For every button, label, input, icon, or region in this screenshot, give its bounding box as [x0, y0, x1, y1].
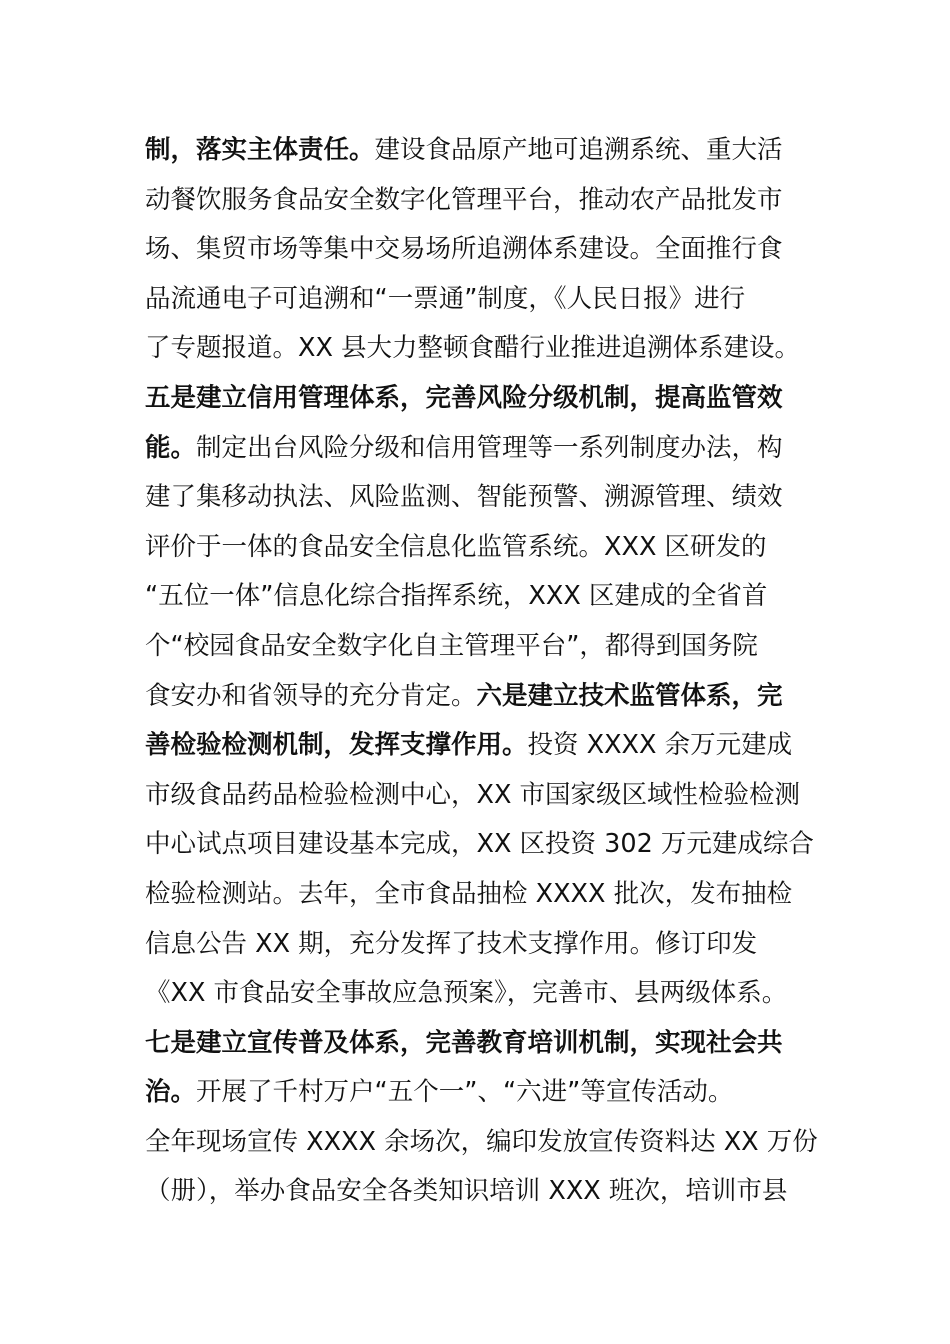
text-line: [145, 275, 825, 325]
text-line: [145, 225, 825, 275]
body-text-segment: 建设食品原产地可追溯系统、重大活: [374, 135, 783, 165]
body-text-segment: 了专题报道。XX 县大力整顿食醋行业推进追溯体系建设。: [145, 333, 801, 364]
text-line: [145, 820, 825, 870]
body-text-segment: 品流通电子可追溯和“一票通”制度，《人民日报》进行: [145, 283, 746, 314]
bold-heading-text: 治。: [145, 1077, 197, 1108]
body-text-segment: 评价于一体的食品安全信息化监管系统。XXX 区研发的: [145, 531, 767, 562]
bold-heading-text: 六是建立技术监管体系，完: [476, 680, 783, 711]
body-text-segment: 建了集移动执法、风险监测、智能预警、溯源管理、绩效: [145, 482, 783, 513]
text-line: [145, 771, 825, 821]
text-line: [145, 1118, 825, 1168]
bold-heading-text: 善检验检测机制，发挥支撑作用。: [145, 730, 528, 761]
body-text-segment: 场、集贸市场等集中交易场所追溯体系建设。全面推行食: [145, 234, 783, 265]
body-text-segment: 检验检测站。去年，全市食品抽检 XXXX 批次，发布抽检: [145, 878, 793, 909]
text-line: [145, 176, 825, 226]
text-line: [145, 1068, 825, 1118]
body-text-segment: 市级食品药品检验检测中心，XX 市国家级区域性检验检测: [145, 779, 801, 810]
body-text-segment: 制定出台风险分级和信用管理等一系列制度办法，构: [196, 432, 783, 463]
bold-heading-text: 制，落实主体责任。: [145, 135, 375, 165]
body-text-segment: 个“校园食品安全数字化自主管理平台”，都得到国务院: [145, 630, 758, 661]
body-text-segment: 开展了千村万户“五个一”、“六进”等宣传活动。: [196, 1077, 734, 1108]
body-text-segment: （册），举办食品安全各类知识培训 XXX 班次，培训市县: [145, 1176, 788, 1207]
body-text-segment: 投资 XXXX 余万元建成: [527, 730, 793, 761]
text-line: [145, 870, 825, 920]
text-line: [145, 672, 825, 722]
body-text-segment: “五位一体”信息化综合指挥系统，XXX 区建成的全省首: [145, 581, 768, 612]
text-line: [145, 1019, 825, 1069]
text-line: [145, 1167, 825, 1217]
text-line: [145, 424, 825, 474]
text-line: [145, 523, 825, 573]
text-line: [145, 920, 825, 970]
text-line: [145, 324, 825, 374]
bold-heading-text: 能。: [145, 432, 197, 463]
text-line: [145, 473, 825, 523]
text-line: [145, 622, 825, 672]
bold-heading-text: 七是建立宣传普及体系，完善教育培训机制，实现社会共: [145, 1027, 783, 1058]
text-line: [145, 721, 825, 771]
text-line: [145, 374, 825, 424]
body-text-segment: 中心试点项目建设基本完成，XX 区投资 302 万元建成综合: [145, 829, 814, 860]
text-line: [145, 969, 825, 1019]
bold-heading-text: 五是建立信用管理体系，完善风险分级机制，提高监管效: [145, 382, 783, 413]
text-line: [145, 572, 825, 622]
text-line: [145, 126, 825, 176]
body-text-segment: 食安办和省领导的充分肯定。: [145, 680, 477, 711]
body-text-segment: 信息公告 XX 期，充分发挥了技术支撑作用。修订印发: [145, 928, 758, 959]
body-text-segment: 全年现场宣传 XXXX 余场次，编印发放宣传资料达 XX 万份: [145, 1126, 818, 1157]
body-text-segment: 动餐饮服务食品安全数字化管理平台，推动农产品批发市: [145, 184, 783, 215]
body-text: [145, 126, 825, 1217]
body-text-segment: 《XX 市食品安全事故应急预案》，完善市、县两级体系。: [145, 978, 788, 1009]
